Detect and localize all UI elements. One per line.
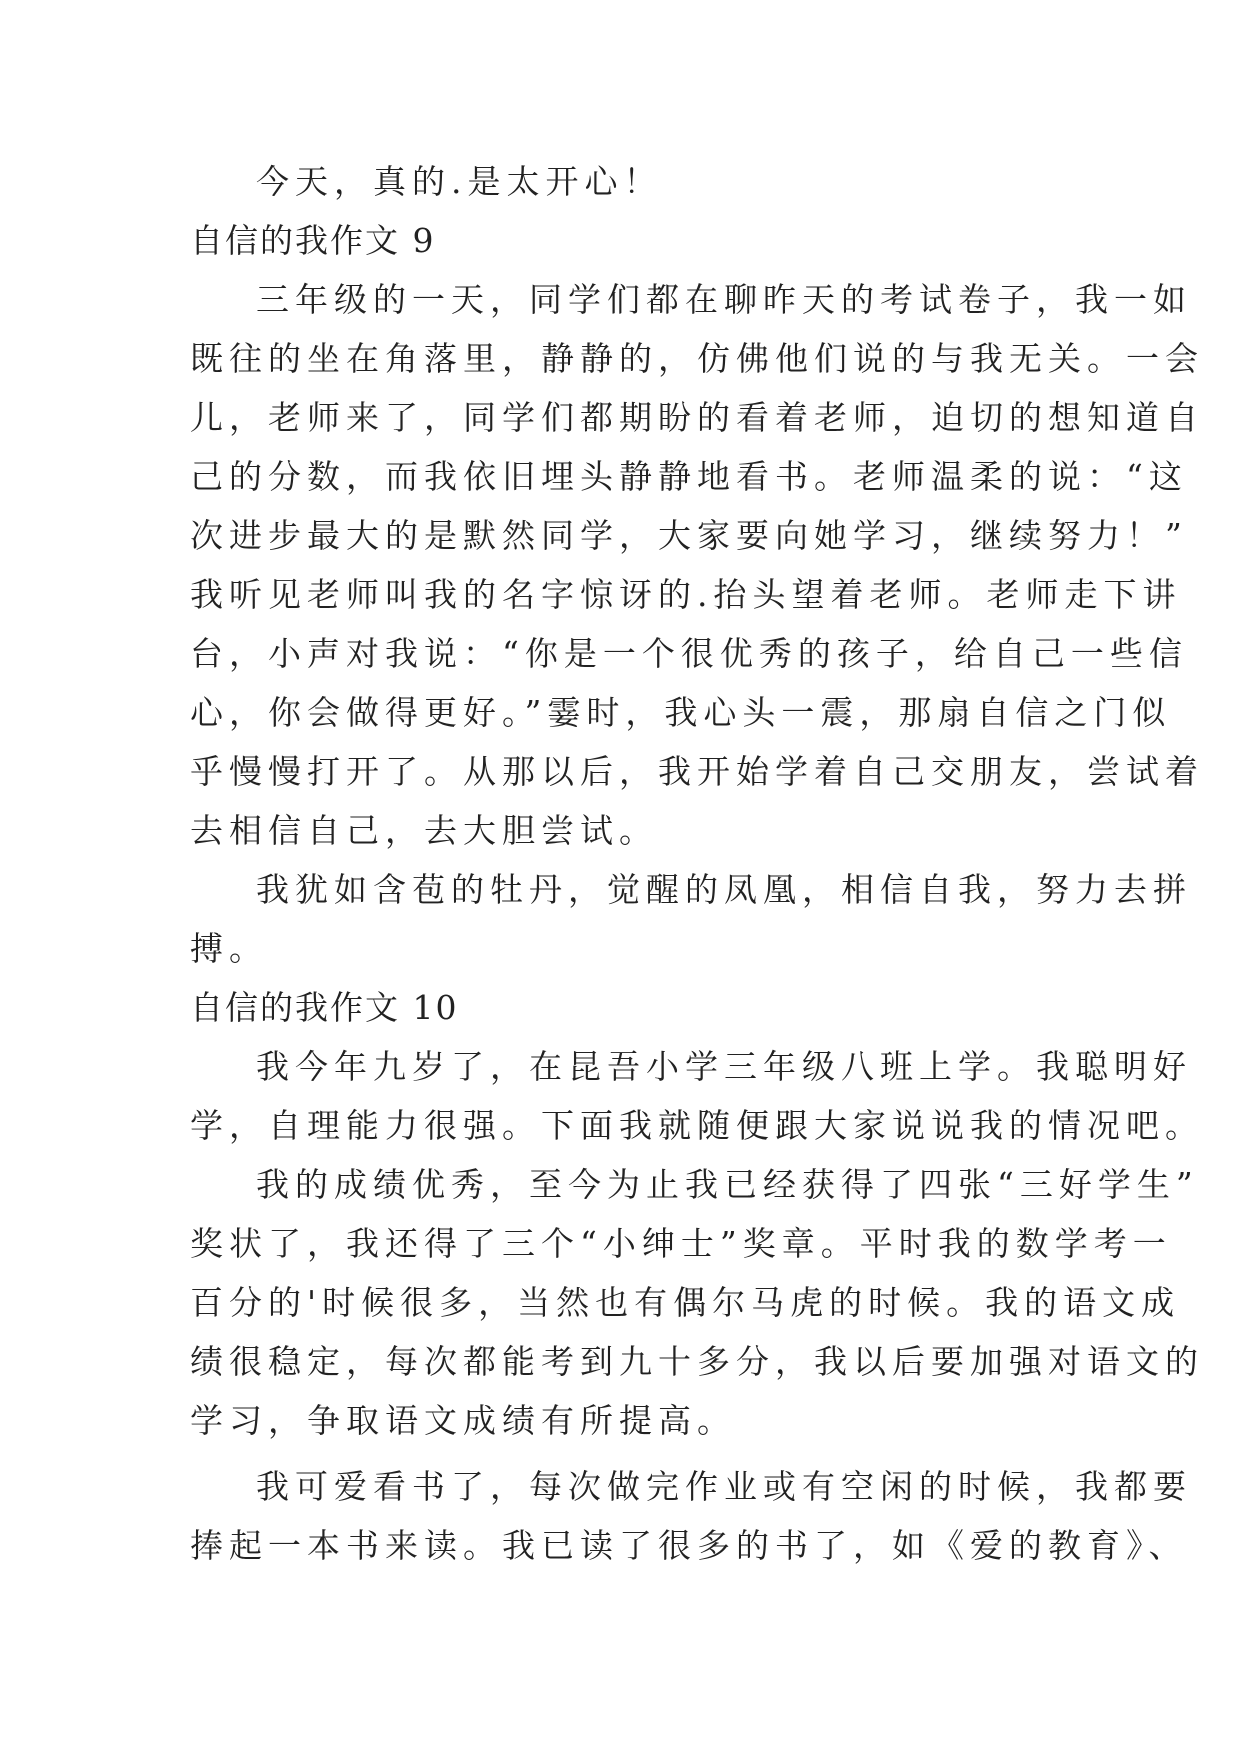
section-heading: 自信的我作文 9 <box>190 221 436 260</box>
text-line: 百分的'时候很多，当然也有偶尔马虎的时候。我的语文成 <box>190 1283 1181 1322</box>
text-line: 学，自理能力很强。下面我就随便跟大家说说我的情况吧。 <box>190 1106 1204 1145</box>
text-line: 奖状了，我还得了三个“小绅士”奖章。平时我的数学考一 <box>190 1224 1172 1263</box>
text-line: 既往的坐在角落里，静静的，仿佛他们说的与我无关。一会 <box>190 339 1204 378</box>
text-line: 绩很稳定，每次都能考到九十多分，我以后要加强对语文的 <box>190 1342 1204 1381</box>
document-body <box>190 152 1204 1575</box>
text-line: 我今年九岁了，在昆吾小学三年级八班上学。我聪明好 <box>256 1047 1192 1086</box>
text-line: 我的成绩优秀，至今为止我已经获得了四张“三好学生” <box>256 1165 1199 1204</box>
section-heading: 自信的我作文 10 <box>190 988 459 1027</box>
text-line: 我犹如含苞的牡丹，觉醒的凤凰，相信自我，努力去拼 <box>256 870 1192 909</box>
text-line: 三年级的一天，同学们都在聊昨天的考试卷子，我一如 <box>256 280 1192 319</box>
text-line: 台，小声对我说：“你是一个很优秀的孩子，给自己一些信 <box>190 634 1188 673</box>
text-line: 乎慢慢打开了。从那以后，我开始学着自己交朋友，尝试着 <box>190 752 1204 791</box>
text-line: 今天，真的.是太开心！ <box>256 162 663 201</box>
text-line: 搏。 <box>190 929 268 968</box>
text-line: 学习，争取语文成绩有所提高。 <box>190 1401 736 1440</box>
text-line: 我可爱看书了，每次做完作业或有空闲的时候，我都要 <box>256 1467 1192 1506</box>
text-line: 儿，老师来了，同学们都期盼的看着老师，迫切的想知道自 <box>190 398 1204 437</box>
text-line: 去相信自己，去大胆尝试。 <box>190 811 658 850</box>
text-line: 心，你会做得更好。”霎时，我心头一震，那扇自信之门似 <box>190 693 1172 732</box>
text-line: 己的分数，而我依旧埋头静静地看书。老师温柔的说：“这 <box>190 457 1188 496</box>
text-line: 捧起一本书来读。我已读了很多的书了，如《爱的教育》、 <box>190 1526 1188 1565</box>
text-line: 次进步最大的是默然同学，大家要向她学习，继续努力！” <box>190 516 1188 555</box>
text-line: 我听见老师叫我的名字惊讶的.抬头望着老师。老师走下讲 <box>190 575 1182 614</box>
